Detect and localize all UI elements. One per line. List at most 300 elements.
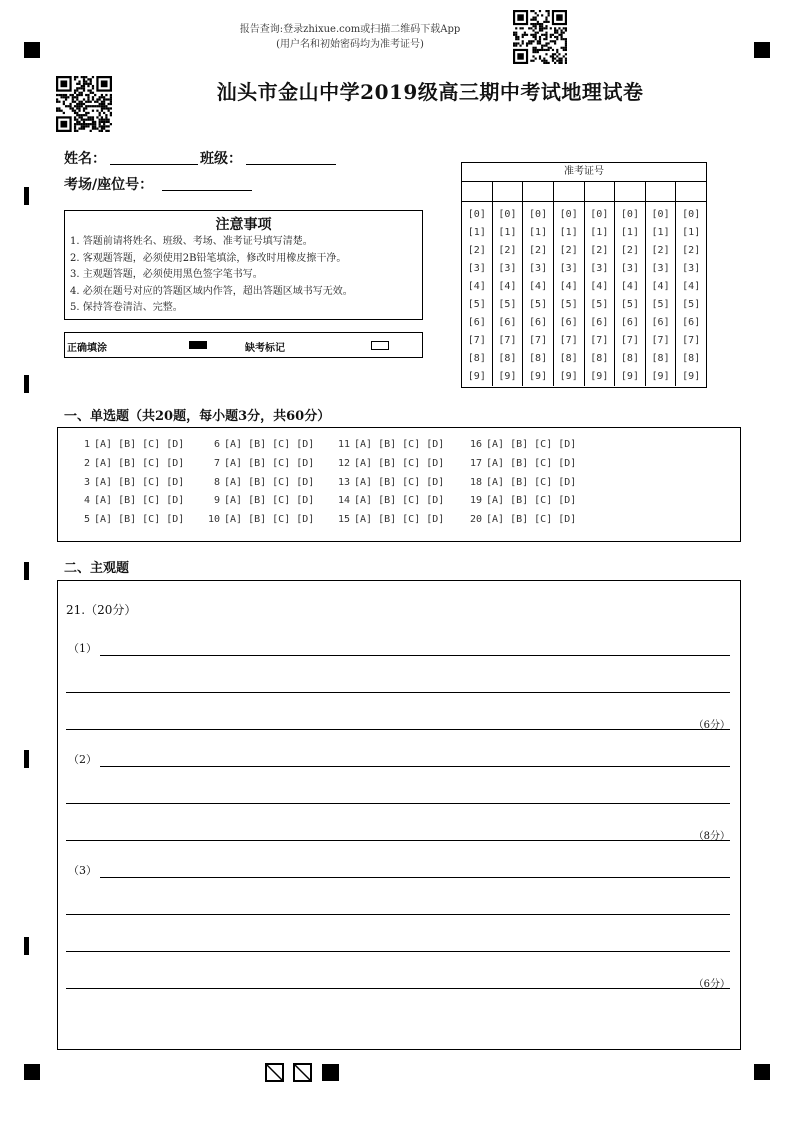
- digit-bubble[interactable]: [8]: [529, 353, 548, 364]
- digit-bubble[interactable]: [2]: [590, 245, 609, 256]
- qr-module: [519, 27, 521, 29]
- qr-module: [526, 42, 528, 44]
- qr-module: [565, 27, 567, 29]
- qr-module: [545, 34, 547, 36]
- qr-module: [103, 121, 105, 123]
- qr-module: [85, 114, 87, 116]
- qr-module: [561, 34, 563, 36]
- qr-module: [72, 98, 74, 100]
- part2-label: （2）: [68, 753, 97, 766]
- absent-checkbox[interactable]: [371, 341, 389, 350]
- digit-bubble[interactable]: [4]: [590, 281, 609, 292]
- qr-module: [565, 47, 567, 49]
- answer-line[interactable]: [66, 803, 730, 804]
- mc-question-row[interactable]: [332, 436, 444, 455]
- admission-digit-cell[interactable]: [585, 182, 616, 201]
- mc-question-number: 19: [469, 495, 482, 507]
- qr-module: [539, 49, 541, 51]
- digit-bubble[interactable]: [8]: [498, 353, 517, 364]
- digit-bubble[interactable]: [0]: [620, 209, 639, 220]
- mc-question-number: 4: [83, 495, 90, 507]
- digit-bubble[interactable]: [2]: [682, 245, 701, 256]
- digit-bubble[interactable]: [8]: [559, 353, 578, 364]
- mc-question-row[interactable]: [332, 511, 444, 530]
- qr-module: [554, 32, 556, 34]
- digit-bubble[interactable]: [9]: [467, 371, 486, 382]
- qr-module: [537, 42, 539, 44]
- mc-options[interactable]: [A] [B] [C] [D]: [486, 514, 577, 526]
- digit-bubble[interactable]: [1]: [498, 227, 517, 238]
- mc-question-row[interactable]: [72, 474, 184, 493]
- mc-options[interactable]: [A] [B] [C] [D]: [224, 514, 315, 526]
- name-field[interactable]: [110, 164, 198, 165]
- digit-bubble[interactable]: [6]: [620, 317, 639, 328]
- part3-score: （6分）: [693, 979, 730, 990]
- mc-question-number: 3: [83, 476, 90, 488]
- digit-bubble[interactable]: [5]: [620, 299, 639, 310]
- qr-module: [83, 119, 85, 121]
- digit-bubble[interactable]: [0]: [590, 209, 609, 220]
- mc-question-number: 15: [337, 514, 350, 526]
- digit-bubble[interactable]: [0]: [498, 209, 517, 220]
- mc-options[interactable]: [A] [B] [C] [D]: [224, 457, 315, 469]
- qr-module: [83, 114, 85, 116]
- qr-module: [545, 45, 547, 47]
- qr-module: [528, 40, 530, 42]
- digit-bubble[interactable]: [5]: [682, 299, 701, 310]
- qr-module: [537, 23, 539, 25]
- mc-question-row[interactable]: [332, 492, 444, 511]
- digit-bubble[interactable]: [6]: [651, 317, 670, 328]
- digit-bubble[interactable]: [2]: [620, 245, 639, 256]
- qr-module: [74, 119, 76, 121]
- digit-bubble[interactable]: [0]: [651, 209, 670, 220]
- qr-module: [81, 114, 83, 116]
- digit-bubble[interactable]: [2]: [651, 245, 670, 256]
- qr-module: [563, 32, 565, 34]
- digit-bubble[interactable]: [3]: [590, 263, 609, 274]
- digit-bubble[interactable]: [3]: [651, 263, 670, 274]
- digit-bubble[interactable]: [7]: [682, 335, 701, 346]
- qr-module: [76, 83, 78, 85]
- mc-question-row[interactable]: [464, 455, 576, 474]
- qr-module: [96, 116, 98, 118]
- digit-bubble[interactable]: [1]: [620, 227, 639, 238]
- mc-options[interactable]: [A] [B] [C] [D]: [94, 495, 185, 507]
- answer-line[interactable]: [66, 914, 730, 915]
- digit-bubble[interactable]: [9]: [682, 371, 701, 382]
- mc-question-row[interactable]: [72, 511, 184, 530]
- qr-module: [78, 101, 80, 103]
- qr-module: [513, 32, 515, 34]
- qr-module: [539, 23, 541, 25]
- digit-bubble[interactable]: [5]: [559, 299, 578, 310]
- header-note-line2: (用户名和初始密码均为准考证号): [276, 39, 424, 50]
- mc-options[interactable]: [A] [B] [C] [D]: [354, 457, 445, 469]
- digit-bubble[interactable]: [6]: [529, 317, 548, 328]
- qr-module: [539, 27, 541, 29]
- qr-module: [550, 47, 552, 49]
- qr-module: [96, 105, 98, 107]
- mc-question-row[interactable]: [72, 492, 184, 511]
- qr-module: [545, 60, 547, 62]
- digit-bubble[interactable]: [1]: [590, 227, 609, 238]
- qr-module: [76, 94, 78, 96]
- digit-bubble[interactable]: [6]: [467, 317, 486, 328]
- digit-bubble[interactable]: [3]: [498, 263, 517, 274]
- digit-bubble[interactable]: [7]: [467, 335, 486, 346]
- qr-module: [565, 38, 567, 40]
- corner-mark-top-right: [754, 42, 770, 58]
- digit-bubble[interactable]: [6]: [559, 317, 578, 328]
- mc-question-row[interactable]: [464, 492, 576, 511]
- qr-module: [528, 27, 530, 29]
- qr-module: [99, 125, 101, 127]
- digit-bubble[interactable]: [5]: [590, 299, 609, 310]
- qr-module: [565, 29, 567, 31]
- digit-bubble[interactable]: [1]: [529, 227, 548, 238]
- answer-line[interactable]: [66, 729, 730, 730]
- qr-module: [556, 38, 558, 40]
- qr-module: [67, 105, 69, 107]
- header-note: [200, 22, 500, 52]
- qr-module: [522, 27, 524, 29]
- qr-module: [74, 78, 76, 80]
- qr-module: [541, 29, 543, 31]
- qr-finder-core: [556, 14, 562, 20]
- mc-question-row[interactable]: [464, 436, 576, 455]
- qr-module: [537, 40, 539, 42]
- admission-digit-cell[interactable]: [462, 182, 493, 201]
- qr-module: [532, 29, 534, 31]
- digit-bubble[interactable]: [7]: [651, 335, 670, 346]
- qr-module: [558, 62, 560, 64]
- qr-module: [90, 123, 92, 125]
- digit-bubble[interactable]: [7]: [529, 335, 548, 346]
- qr-module: [74, 92, 76, 94]
- digit-bubble[interactable]: [8]: [682, 353, 701, 364]
- mc-question-row[interactable]: [72, 455, 184, 474]
- qr-module: [99, 119, 101, 121]
- absent-label: 缺考标记: [245, 343, 285, 354]
- digit-bubble[interactable]: [7]: [559, 335, 578, 346]
- qr-module: [539, 29, 541, 31]
- digit-bubble[interactable]: [4]: [682, 281, 701, 292]
- notice-item: 2. 客观题答题，必须使用2B铅笔填涂，修改时用橡皮擦干净。: [70, 252, 347, 264]
- qr-module: [563, 55, 565, 57]
- qr-module: [74, 130, 76, 132]
- qr-module: [85, 101, 87, 103]
- mc-question-number: 6: [213, 439, 220, 450]
- mc-options[interactable]: [A] [B] [C] [D]: [224, 495, 315, 507]
- admission-digit-cell[interactable]: [615, 182, 646, 201]
- digit-bubble[interactable]: [5]: [498, 299, 517, 310]
- timing-mark: [24, 562, 29, 580]
- digit-bubble[interactable]: [0]: [559, 209, 578, 220]
- mc-options[interactable]: [A] [B] [C] [D]: [486, 457, 577, 469]
- answer-line[interactable]: [66, 988, 730, 989]
- qr-module: [99, 103, 101, 105]
- qr-module: [541, 14, 543, 16]
- qr-module: [58, 110, 60, 112]
- qr-module: [65, 105, 67, 107]
- qr-module: [103, 128, 105, 130]
- qr-module: [530, 27, 532, 29]
- qr-module: [83, 110, 85, 112]
- mc-options[interactable]: [A] [B] [C] [D]: [354, 514, 445, 526]
- digit-bubble[interactable]: [2]: [529, 245, 548, 256]
- digit-bubble[interactable]: [9]: [620, 371, 639, 382]
- mc-question-row[interactable]: [202, 474, 314, 493]
- digit-bubble[interactable]: [5]: [467, 299, 486, 310]
- qr-module: [108, 103, 110, 105]
- qr-module: [81, 125, 83, 127]
- qr-module: [539, 40, 541, 42]
- qr-module: [550, 27, 552, 29]
- qr-module: [543, 21, 545, 23]
- digit-bubble[interactable]: [4]: [529, 281, 548, 292]
- mc-options[interactable]: [A] [B] [C] [D]: [94, 514, 185, 526]
- mc-options[interactable]: [A] [B] [C] [D]: [354, 476, 445, 488]
- qr-module: [83, 76, 85, 78]
- digit-bubble[interactable]: [4]: [498, 281, 517, 292]
- qr-module: [548, 47, 550, 49]
- mc-options[interactable]: [A] [B] [C] [D]: [224, 439, 315, 450]
- qr-module: [101, 96, 103, 98]
- digit-bubble[interactable]: [3]: [620, 263, 639, 274]
- mc-options[interactable]: [A] [B] [C] [D]: [486, 439, 577, 450]
- qr-module: [74, 76, 76, 78]
- digit-bubble[interactable]: [0]: [529, 209, 548, 220]
- answer-line[interactable]: [66, 840, 730, 841]
- class-field[interactable]: [246, 164, 336, 165]
- qr-module: [87, 119, 89, 121]
- qr-module: [99, 121, 101, 123]
- digit-bubble[interactable]: [9]: [559, 371, 578, 382]
- qr-module: [85, 105, 87, 107]
- admission-digit-column: [676, 202, 706, 386]
- qr-module: [545, 25, 547, 27]
- qr-module: [87, 83, 89, 85]
- qr-module: [541, 25, 543, 27]
- digit-bubble[interactable]: [1]: [682, 227, 701, 238]
- qr-module: [532, 49, 534, 51]
- digit-bubble[interactable]: [3]: [682, 263, 701, 274]
- mc-options[interactable]: [A] [B] [C] [D]: [486, 476, 577, 488]
- digit-bubble[interactable]: [2]: [467, 245, 486, 256]
- digit-bubble[interactable]: [6]: [498, 317, 517, 328]
- mc-options[interactable]: [A] [B] [C] [D]: [354, 495, 445, 507]
- qr-module: [558, 58, 560, 60]
- qr-module: [543, 45, 545, 47]
- notice-title: 注意事项: [215, 217, 272, 233]
- qr-module: [78, 87, 80, 89]
- qr-module: [556, 29, 558, 31]
- digit-bubble[interactable]: [6]: [590, 317, 609, 328]
- digit-bubble[interactable]: [4]: [467, 281, 486, 292]
- qr-module: [517, 36, 519, 38]
- mc-options[interactable]: [A] [B] [C] [D]: [354, 439, 445, 450]
- correct-fill-sample: [189, 341, 207, 349]
- qr-module: [92, 119, 94, 121]
- digit-bubble[interactable]: [8]: [620, 353, 639, 364]
- digit-bubble[interactable]: [0]: [682, 209, 701, 220]
- qr-finder-core: [517, 14, 523, 20]
- corner-mark-top-left: [24, 42, 40, 58]
- qr-module: [83, 87, 85, 89]
- mc-question-row[interactable]: [332, 455, 444, 474]
- mc-options[interactable]: [A] [B] [C] [D]: [486, 495, 577, 507]
- qr-module: [85, 119, 87, 121]
- mc-question-number: 13: [337, 476, 350, 488]
- qr-module: [101, 128, 103, 130]
- header-note-line1: 报告查询:登录zhixue.com或扫描二维码下载App: [239, 24, 461, 35]
- digit-bubble[interactable]: [7]: [498, 335, 517, 346]
- mc-options[interactable]: [A] [B] [C] [D]: [94, 476, 185, 488]
- mc-question-row[interactable]: [202, 511, 314, 530]
- admission-digit-cell[interactable]: [676, 182, 706, 201]
- digit-bubble[interactable]: [3]: [529, 263, 548, 274]
- admission-digit-column: [462, 202, 493, 386]
- digit-bubble[interactable]: [0]: [467, 209, 486, 220]
- qr-module: [103, 98, 105, 100]
- qr-module: [548, 10, 550, 12]
- digit-bubble[interactable]: [1]: [651, 227, 670, 238]
- answer-line[interactable]: [100, 655, 730, 656]
- admission-digit-cell[interactable]: [493, 182, 524, 201]
- admission-digit-column: [554, 202, 585, 386]
- admission-digit-cell[interactable]: [523, 182, 554, 201]
- qr-module: [532, 16, 534, 18]
- answer-line[interactable]: [100, 766, 730, 767]
- qr-module: [543, 58, 545, 60]
- qr-module: [535, 34, 537, 36]
- qr-module: [563, 49, 565, 51]
- qr-module: [565, 53, 567, 55]
- qr-module: [101, 130, 103, 132]
- mc-question-row[interactable]: [202, 492, 314, 511]
- qr-module: [74, 123, 76, 125]
- mc-question-row[interactable]: [464, 511, 576, 530]
- digit-bubble[interactable]: [2]: [498, 245, 517, 256]
- digit-bubble[interactable]: [9]: [529, 371, 548, 382]
- admission-digit-cell[interactable]: [554, 182, 585, 201]
- digit-bubble[interactable]: [3]: [559, 263, 578, 274]
- qr-module: [74, 101, 76, 103]
- qr-module: [541, 45, 543, 47]
- qr-module: [96, 128, 98, 130]
- answer-line[interactable]: [100, 877, 730, 878]
- answer-line[interactable]: [66, 692, 730, 693]
- qr-module: [92, 116, 94, 118]
- digit-bubble[interactable]: [9]: [651, 371, 670, 382]
- qr-module: [81, 85, 83, 87]
- digit-bubble[interactable]: [7]: [590, 335, 609, 346]
- digit-bubble[interactable]: [6]: [682, 317, 701, 328]
- digit-bubble[interactable]: [7]: [620, 335, 639, 346]
- mc-question-row[interactable]: [72, 436, 184, 455]
- qr-module: [83, 98, 85, 100]
- digit-bubble[interactable]: [2]: [559, 245, 578, 256]
- qr-finder-core: [517, 53, 523, 59]
- qr-module: [515, 42, 517, 44]
- digit-bubble[interactable]: [9]: [498, 371, 517, 382]
- digit-bubble[interactable]: [3]: [467, 263, 486, 274]
- qr-module: [56, 107, 58, 109]
- qr-module: [108, 119, 110, 121]
- qr-module: [565, 42, 567, 44]
- qr-module: [541, 23, 543, 25]
- digit-bubble[interactable]: [4]: [559, 281, 578, 292]
- qr-module: [81, 94, 83, 96]
- qr-module: [543, 60, 545, 62]
- qr-module: [524, 34, 526, 36]
- answer-line[interactable]: [66, 951, 730, 952]
- admission-digit-column: [585, 202, 616, 386]
- digit-bubble[interactable]: [9]: [590, 371, 609, 382]
- qr-module: [85, 107, 87, 109]
- mc-options[interactable]: [A] [B] [C] [D]: [94, 457, 185, 469]
- admission-digit-cell[interactable]: [646, 182, 677, 201]
- digit-bubble[interactable]: [4]: [651, 281, 670, 292]
- digit-bubble[interactable]: [1]: [559, 227, 578, 238]
- digit-bubble[interactable]: [8]: [651, 353, 670, 364]
- mc-options[interactable]: [A] [B] [C] [D]: [224, 476, 315, 488]
- qr-module: [76, 121, 78, 123]
- qr-module: [539, 38, 541, 40]
- mc-question-number: 5: [83, 514, 90, 526]
- qr-module: [565, 62, 567, 64]
- mc-question-number: 9: [213, 495, 220, 507]
- footer-page-mark: [265, 1063, 345, 1083]
- qr-module: [530, 23, 532, 25]
- qr-module: [539, 25, 541, 27]
- qr-module: [63, 101, 65, 103]
- mc-question-row[interactable]: [332, 474, 444, 493]
- digit-bubble[interactable]: [1]: [467, 227, 486, 238]
- mc-options[interactable]: [A] [B] [C] [D]: [94, 439, 185, 450]
- qr-module: [522, 42, 524, 44]
- qr-module: [539, 36, 541, 38]
- digit-bubble[interactable]: [8]: [467, 353, 486, 364]
- qr-module: [90, 119, 92, 121]
- qr-module: [561, 36, 563, 38]
- qr-module: [552, 58, 554, 60]
- digit-bubble[interactable]: [5]: [651, 299, 670, 310]
- qr-module: [556, 36, 558, 38]
- qr-module: [110, 101, 112, 103]
- qr-module: [519, 45, 521, 47]
- digit-bubble[interactable]: [4]: [620, 281, 639, 292]
- qr-module: [87, 125, 89, 127]
- qr-module: [81, 105, 83, 107]
- mc-question-row[interactable]: [202, 436, 314, 455]
- qr-module: [92, 87, 94, 89]
- seat-field[interactable]: [162, 190, 252, 191]
- digit-bubble[interactable]: [5]: [529, 299, 548, 310]
- qr-module: [545, 21, 547, 23]
- qr-module: [545, 53, 547, 55]
- qr-module: [78, 105, 80, 107]
- qr-module: [554, 53, 556, 55]
- qr-module: [108, 110, 110, 112]
- mc-question-row[interactable]: [202, 455, 314, 474]
- qr-module: [515, 36, 517, 38]
- mc-question-row[interactable]: [464, 474, 576, 493]
- digit-bubble[interactable]: [8]: [590, 353, 609, 364]
- qr-module: [87, 85, 89, 87]
- qr-module: [105, 119, 107, 121]
